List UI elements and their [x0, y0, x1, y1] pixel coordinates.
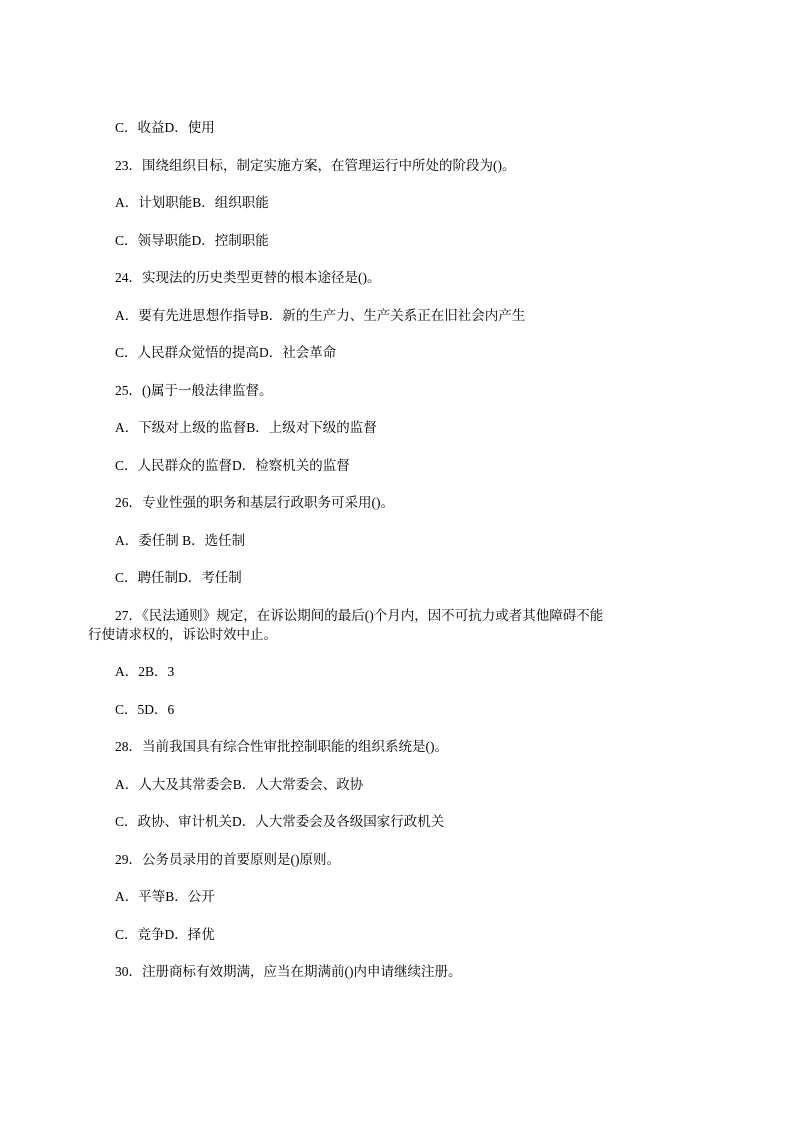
option-text: C．聘任制D．考任制 [115, 570, 242, 585]
option-text: C．人民群众觉悟的提高D．社会革命 [115, 345, 337, 360]
option-text: C．政协、审计机关D．人大常委会及各级国家行政机关 [115, 814, 445, 829]
question-block-24 [88, 268, 694, 287]
option-text: A．委任制 B．选任制 [115, 532, 246, 548]
option-text: A．2B．3 [115, 664, 175, 679]
option-line [88, 531, 694, 550]
option-line [88, 887, 694, 906]
option-text: C．竞争D．择优 [115, 926, 215, 942]
option-text: C．人民群众的监督D．检察机关的监督 [115, 457, 350, 473]
question-text: 28．当前我国具有综合性审批控制职能的组织系统是()。 [115, 739, 448, 754]
question-text: 30．注册商标有效期满，应当在期满前()内申请继续注册。 [115, 964, 462, 979]
option-line [88, 775, 694, 794]
option-text: A．人大及其常委会B．人大常委会、政协 [115, 776, 364, 792]
question-text: 26．专业性强的职务和基层行政职务可采用()。 [115, 495, 394, 510]
option-text: A．计划职能B．组织职能 [115, 195, 269, 210]
question-text: 25．()属于一般法律监督。 [115, 382, 273, 398]
question-block-28 [88, 737, 694, 756]
option-text: A．要有先进思想作指导B．新的生产力、生产关系正在旧社会内产生 [115, 307, 526, 323]
option-line [88, 118, 694, 137]
option-line [88, 812, 694, 831]
option-line [88, 456, 694, 475]
question-text: 23．围绕组织目标，制定实施方案，在管理运行中所处的阶段为()。 [115, 157, 516, 173]
question-block-29 [88, 850, 694, 869]
question-block-27 [88, 606, 694, 644]
question-text-line2: 行使请求权的，诉讼时效中止。 [88, 626, 277, 642]
option-line [88, 343, 694, 362]
option-line [88, 662, 694, 681]
option-text: A．下级对上级的监督B．上级对下级的监督 [115, 420, 377, 435]
question-block-25 [88, 381, 694, 400]
question-block-26 [88, 493, 694, 512]
option-line [88, 925, 694, 944]
option-line [88, 418, 694, 437]
option-text: C．领导职能D．控制职能 [115, 232, 269, 248]
document-body [88, 118, 694, 981]
option-text: A．平等B．公开 [115, 889, 215, 904]
question-text: 24．实现法的历史类型更替的根本途径是()。 [115, 270, 381, 285]
option-line [88, 193, 694, 212]
option-line [88, 568, 694, 587]
option-line [88, 306, 694, 325]
question-text-line1: 27．《民法通则》规定，在诉讼期间的最后()个月内，因不可抗力或者其他障碍不能 [115, 607, 604, 623]
question-block-30 [88, 962, 694, 981]
question-block-23 [88, 156, 694, 175]
option-text: C．收益D．使用 [115, 120, 215, 135]
option-text: C．5D．6 [115, 701, 175, 717]
question-text: 29．公务员录用的首要原则是()原则。 [115, 851, 340, 867]
option-line [88, 231, 694, 250]
option-line [88, 700, 694, 719]
